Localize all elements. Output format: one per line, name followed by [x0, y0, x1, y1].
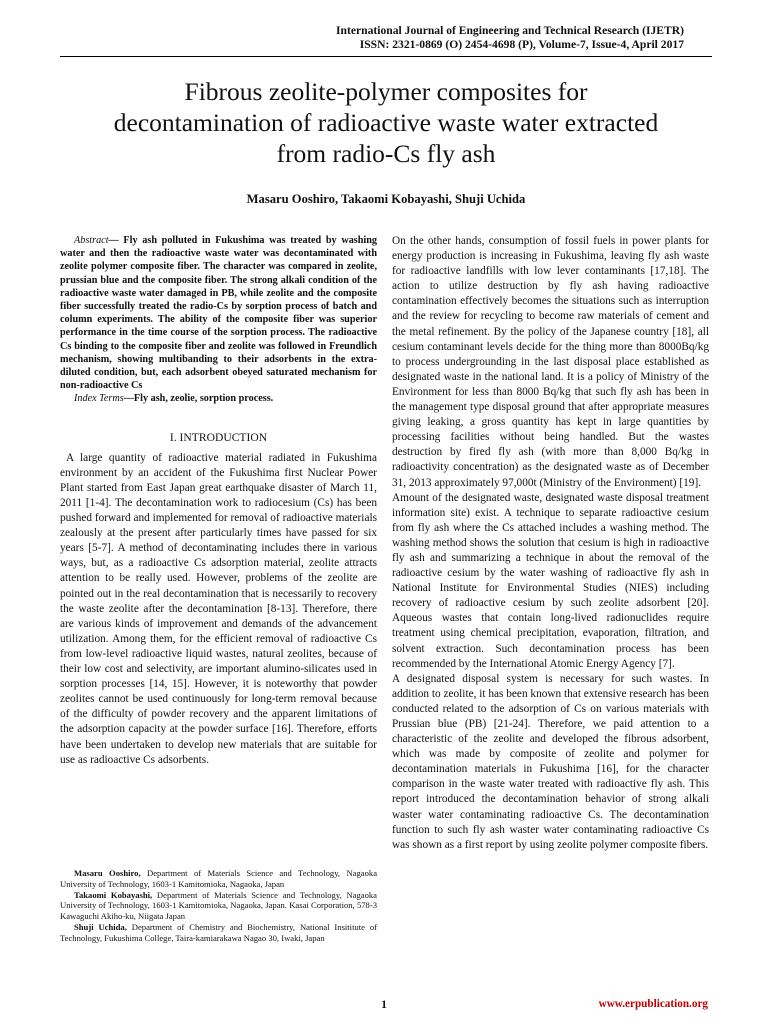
- body-paragraph: On the other hands, consumption of fossil fuels in power plants for energy production is increasing in Fukushima, leaving fly ash waste for radioactive landfills with low lever contaminants [17,18]. The action to utilize destruction by fly ash having radioactive contamination effectively becomes the situations such as interruption and the review for recycling to become raw materials of cement and the metal refinement. By the policy of the Japanese country [18], all cesium contaminant levels decide for the thing more than 8000Bq/kg to process undergrounding in the last disposal place established as designated waste in the national land. It is a policy of Ministry of the Environment for less than 8000 Bq/kg that such fly ash has been in the management type disposal ground that after appropriate measures giving leaking, a gross quantity has kept in large quantities by processing facilities without being handled. But the wastes destruction by fired fly ash (with more than 8,000 Bq/kg in radioactivity concentration) as the designated waste as of December 31, 2013 approximately 97,000t (Ministry of the Environment) [19].: [392, 235, 709, 489]
- body-paragraph: A designated disposal system is necessary for such wastes. In addition to zeolite, it has been known that extensive research has been conducted related to the adsorption of Cs on various materials with Prussian blue (PB) [21-24]. Therefore, we paid attention to a characteristic of the zeolite and developed the fibrous adsorbent, which was made by composite of zeolite and polymer for decontamination materials in Fukushima [16], for the character comparison in the waste water treated with radioactive fly ash. This report introduced the decontamination behavior of strong alkali waster water contaminating radioactive Cs. The decontamination function to such fly ash waster water contaminating radioactive Cs was shown as a first report by using zeolite polymer composite fibers.: [392, 672, 709, 851]
- affiliation-text: Department of Chemistry and Biochemistry, National Insititute of Technology, Fukushima College, Taira-kamiarakawa Nagao 30, Iwaki, Japan: [60, 921, 377, 943]
- title-line: decontamination of radioactive waste water extracted: [113, 108, 659, 137]
- publisher-url-link[interactable]: www.erpublication.org: [598, 998, 708, 1010]
- paper-title: [60, 76, 712, 169]
- affiliation-entry: [60, 868, 377, 890]
- affiliation-entry: [60, 890, 377, 922]
- section-heading-introduction: I. INTRODUCTION: [169, 430, 268, 444]
- author-list: Masaru Ooshiro, Takaomi Kobayashi, Shuji Uchida: [246, 192, 526, 206]
- author-affiliations: [60, 868, 377, 944]
- affiliation-author: Takaomi Kobayashi,: [74, 889, 153, 900]
- journal-issn: ISSN: 2321-0869 (O) 2454-4698 (P), Volume-7, Issue-4, April 2017: [359, 38, 684, 51]
- affiliation-entry: [60, 922, 377, 944]
- body-paragraph: Amount of the designated waste, designated waste disposal treatment information site) exist. A technique to separate radioactive cesium from fly ash where the Cs attached includes a washing method. The washing method shows the solution that cesium is high in radioactive fly ash and summarizing a technique in about the removal of the radioactive cesium by the water washing of radioactive fly ash in National Institute for Environmental Studies (NIES) including recovery of radioactive cesium by such zeolite adsorbent [20]. Aqueous wastes that contain long-lived radionuclides require treatment using chemical precipitation, evaporation, filtration, and solvent extraction. Such decontamination process has been recommended by the International Atomic Energy Agency [7].: [392, 491, 709, 670]
- title-line: Fibrous zeolite-polymer composites for: [184, 77, 588, 106]
- abstract-label: Abstract: [74, 235, 109, 246]
- journal-name: International Journal of Engineering and Technical Research (IJETR): [336, 24, 684, 37]
- abstract-dash: —: [108, 235, 124, 246]
- introduction-section: [60, 451, 377, 768]
- journal-header: [184, 24, 684, 52]
- header-divider: [60, 56, 712, 57]
- index-terms-label: Index Terms: [74, 393, 124, 405]
- index-terms: [60, 392, 377, 405]
- title-line: from radio-Cs fly ash: [276, 139, 496, 168]
- abstract-text: Fly ash polluted in Fukushima was treated by washing water and then the radioactive waste water was decontaminated with zeolite polymer composite fiber. The character was compared in zeolite, prussian blue and the composite fiber. The strong alkali condition of the radioactive waste water damaged in PB, while zeolite and the composite fiber successfully treated the radio-Cs by sorption process of batch and column experiments. The ability of the composite fiber was superior performance in the time course of the sorption process. The radioactive Cs binding to the composite fiber and zeolite was followed in Freundlich mechanism, showing multibanding to their adsorbents in the extra-diluted condition, but, each adsorbent obeyed saturated mechanism for non-radioactive Cs: [60, 235, 378, 392]
- affiliation-author: Masaru Ooshiro,: [74, 868, 141, 878]
- affiliation-text: Department of Materials Science and Technology, Nagaoka University of Technology, 1603-1 Kamitomioka, Nagaoka, Japan. Kasai Corporation, 578-3 Kawaguchi Akiho-ku, Niigata Japan: [60, 889, 378, 922]
- affiliation-text: Department of Materials Science and Technology, Nagaoka University of Technology, 1603-1 Kamitomioka, Nagaoka, Japan: [60, 868, 378, 889]
- left-column: [60, 234, 377, 768]
- page-number: 1: [381, 998, 387, 1011]
- index-terms-text: —Fly ash, zeolie, sorption process.: [123, 393, 274, 405]
- right-column: [392, 234, 709, 853]
- abstract: [60, 234, 377, 392]
- affiliation-author: Shuji Uchida,: [74, 921, 127, 932]
- body-paragraph: A large quantity of radioactive material radiated in Fukushima environment by an accident of the Fukushima first Nuclear Power Plant started from East Japan great earthquake disaster of March 11, 2011 [1-4]. The decontamination work to radiocesium (Cs) has been pushed forward and implemented for removal of radioactive materials zealously at the present after particularly times have passed for six years [5-7]. A method of decontaminating includes there in various ways, but, as a radioactive Cs adsorption material, zeolite attracts attention to be really used. However, problems of the zeolite are pointed out in the real decontamination that is necessarily to recovery the waste zeolite after the decontamination [8-13]. Therefore, there are various kinds of improvement and demands of the advancement utilization. Among them, for the efficient removal of radioactive Cs from low-level radioactive liquid wastes, natural zeolites, because of their low cost and selectivity, are important alumino-silicates used in sorption processes [14, 15]. However, it is noteworthy that powder zeolites cannot be used continuously for long-term removal because of the difficulty of powder recovery and the apparent limitations of the adsorption capacity at the powder surface [16]. Therefore, efforts have been undertaken to develop new materials that are suitable for use as radioactive Cs adsorbents.: [60, 451, 377, 766]
